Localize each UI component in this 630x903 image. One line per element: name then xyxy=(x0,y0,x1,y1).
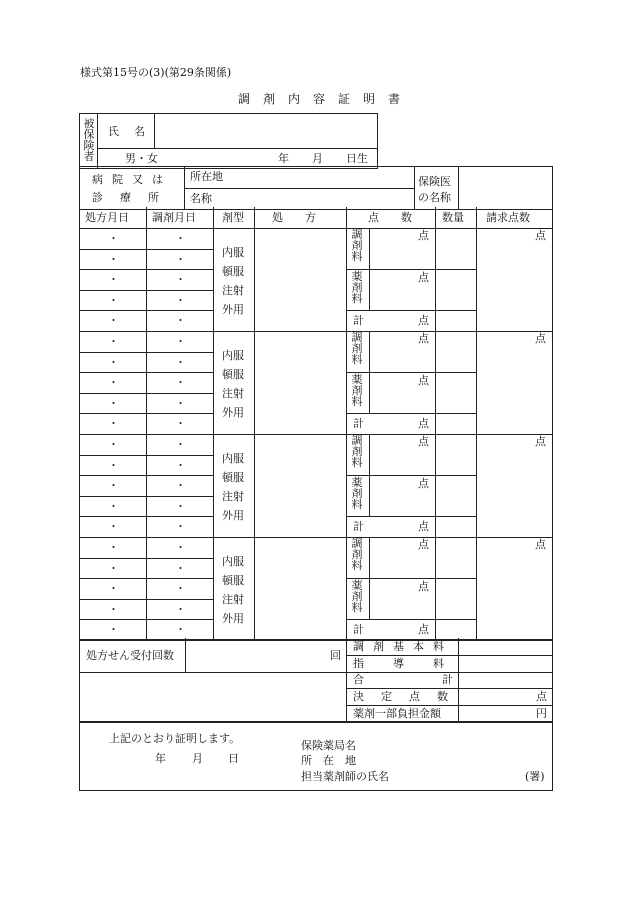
cert-day-label: 日 xyxy=(228,752,239,765)
birth-month-label: 月 xyxy=(312,152,323,165)
claim-point-unit: 点 xyxy=(535,538,546,551)
pharmacy-name-label: 保険薬局名 xyxy=(301,739,356,752)
point-unit: 点 xyxy=(418,314,429,327)
pharmacist-name-label: 担当薬剤師の氏名 xyxy=(301,770,389,783)
dispense-date-dot[interactable]: ・ xyxy=(175,458,186,472)
prescription-block xyxy=(80,434,552,538)
form-type-label: 内服 xyxy=(222,452,244,465)
prescribe-date-dot[interactable]: ・ xyxy=(108,293,119,307)
page-title: 調剤内容証明書 xyxy=(238,92,414,106)
cert-year-label: 年 xyxy=(155,752,166,765)
point-unit: 点 xyxy=(418,271,429,284)
prescribe-date-dot[interactable]: ・ xyxy=(108,232,119,245)
dispense-date-dot[interactable]: ・ xyxy=(175,417,186,431)
dispense-date-dot[interactable]: ・ xyxy=(175,396,186,410)
copay-unit: 円 xyxy=(536,707,547,720)
prescribe-date-dot[interactable]: ・ xyxy=(108,335,119,348)
receipt-count-label: 処方せん受付回数 xyxy=(86,649,174,662)
dispense-fee-label: 調剤料 xyxy=(351,331,363,366)
dispense-date-dot[interactable]: ・ xyxy=(175,602,186,616)
block-total-label: 計 xyxy=(353,520,364,533)
receipt-count-field[interactable] xyxy=(188,641,328,669)
dispense-date-dot[interactable]: ・ xyxy=(175,273,186,287)
insured-name-field[interactable] xyxy=(156,117,374,145)
prescribe-date-dot[interactable]: ・ xyxy=(108,396,119,410)
form-type-label: 頓服 xyxy=(222,368,244,381)
copay-label: 薬剤一部負担金額 xyxy=(353,707,441,720)
form-type-label: 外用 xyxy=(222,509,244,522)
dispense-date-dot[interactable]: ・ xyxy=(175,314,186,328)
dispense-date-dot[interactable]: ・ xyxy=(175,541,186,554)
point-unit: 点 xyxy=(418,623,429,636)
summary-section xyxy=(79,638,553,723)
prescribe-date-dot[interactable]: ・ xyxy=(108,314,119,328)
dispense-date-dot[interactable]: ・ xyxy=(175,438,186,451)
prescribe-date-dot[interactable]: ・ xyxy=(108,479,119,493)
times-unit: 回 xyxy=(330,649,341,662)
col-dispense-date: 調剤月日 xyxy=(152,211,196,224)
col-claim-points: 請求点数 xyxy=(486,211,530,224)
form-type-label: 内服 xyxy=(222,246,244,259)
prescribe-date-dot[interactable]: ・ xyxy=(108,438,119,451)
form-type-label: 頓服 xyxy=(222,574,244,587)
drug-fee-label: 薬剤料 xyxy=(351,270,363,305)
point-unit: 点 xyxy=(418,374,429,387)
form-type-label: 内服 xyxy=(222,555,244,568)
dispense-date-dot[interactable]: ・ xyxy=(175,335,186,348)
block-total-label: 計 xyxy=(353,417,364,430)
prescribe-date-dot[interactable]: ・ xyxy=(108,541,119,554)
prescription-block xyxy=(80,228,552,332)
form-type-label: 外用 xyxy=(222,612,244,625)
col-form-type: 剤型 xyxy=(222,211,244,224)
col-prescribe-date: 処方月日 xyxy=(85,211,129,224)
facility-name-label: 名称 xyxy=(190,192,212,205)
form-code: 様式第15号の(3)(第29条関係) xyxy=(80,66,232,79)
sex-options[interactable]: 男・女 xyxy=(125,152,158,165)
dispense-date-dot[interactable]: ・ xyxy=(175,355,186,369)
prescribe-date-dot[interactable]: ・ xyxy=(108,582,119,596)
prescribe-date-dot[interactable]: ・ xyxy=(108,602,119,616)
basic-fee-label: 調剤基本料 xyxy=(353,640,453,653)
point-unit: 点 xyxy=(418,435,429,448)
prescribe-date-dot[interactable]: ・ xyxy=(108,520,119,534)
decided-points-label: 決定点数 xyxy=(353,690,465,703)
hospital-label-2: 診療所 xyxy=(92,191,176,204)
point-unit: 点 xyxy=(418,477,429,490)
birth-year-label: 年 xyxy=(278,152,289,165)
drug-fee-label: 薬剤料 xyxy=(351,579,363,614)
dispense-date-dot[interactable]: ・ xyxy=(175,623,186,637)
point-unit: 点 xyxy=(418,520,429,533)
dispense-fee-label: 調剤料 xyxy=(351,537,363,572)
drug-fee-label: 薬剤料 xyxy=(351,373,363,408)
form-type-label: 頓服 xyxy=(222,265,244,278)
prescribe-date-dot[interactable]: ・ xyxy=(108,252,119,266)
prescribe-date-dot[interactable]: ・ xyxy=(108,273,119,287)
birth-day-label: 日生 xyxy=(346,152,368,165)
doctor-label-2: の名称 xyxy=(418,191,451,204)
point-unit: 点 xyxy=(418,229,429,242)
name-label: 氏 名 xyxy=(108,125,147,138)
prescribe-date-dot[interactable]: ・ xyxy=(108,417,119,431)
form-type-label: 外用 xyxy=(222,303,244,316)
dispense-date-dot[interactable]: ・ xyxy=(175,376,186,390)
point-unit: 点 xyxy=(418,332,429,345)
col-quantity: 数量 xyxy=(442,211,464,224)
prescription-block xyxy=(80,331,552,435)
prescribe-date-dot[interactable]: ・ xyxy=(108,355,119,369)
grand-total-label: 合計 xyxy=(353,673,531,686)
dispense-date-dot[interactable]: ・ xyxy=(175,582,186,596)
table-header xyxy=(80,207,552,229)
claim-point-unit: 点 xyxy=(535,332,546,345)
insured-label: 被保険者 xyxy=(83,117,95,163)
dispense-date-dot[interactable]: ・ xyxy=(175,499,186,513)
dispense-date-dot[interactable]: ・ xyxy=(175,520,186,534)
col-points: 点 数 xyxy=(368,211,412,224)
main-table xyxy=(79,207,553,640)
guidance-fee-label: 指導料 xyxy=(353,657,473,670)
block-total-label: 計 xyxy=(353,623,364,636)
prescription-block xyxy=(80,537,552,641)
form-type-label: 内服 xyxy=(222,349,244,362)
form-type-label: 注射 xyxy=(222,490,244,503)
prescribe-date-dot[interactable]: ・ xyxy=(108,376,119,390)
prescribe-date-dot[interactable]: ・ xyxy=(108,623,119,637)
drug-fee-label: 薬剤料 xyxy=(351,476,363,511)
point-unit: 点 xyxy=(418,538,429,551)
decided-points-unit: 点 xyxy=(536,690,547,703)
hospital-label-1: 病院又は xyxy=(92,173,172,186)
block-total-label: 計 xyxy=(353,314,364,327)
form-type-label: 頓服 xyxy=(222,471,244,484)
form-type-label: 外用 xyxy=(222,406,244,419)
insured-section xyxy=(79,113,378,169)
seal-mark: (署) xyxy=(525,770,545,783)
prescribe-date-dot[interactable]: ・ xyxy=(108,499,119,513)
pharmacy-location-label: 所 在 地 xyxy=(301,754,356,767)
dispense-date-dot[interactable]: ・ xyxy=(175,252,186,266)
col-prescription: 処 方 xyxy=(272,211,316,224)
form-type-label: 注射 xyxy=(222,593,244,606)
certification-statement: 上記のとおり証明します。 xyxy=(109,732,241,745)
cert-month-label: 月 xyxy=(192,752,203,765)
prescribe-date-dot[interactable]: ・ xyxy=(108,561,119,575)
address-label: 所在地 xyxy=(190,170,223,183)
dispense-fee-label: 調剤料 xyxy=(351,228,363,263)
prescribe-date-dot[interactable]: ・ xyxy=(108,458,119,472)
hospital-section xyxy=(79,166,553,210)
dispense-date-dot[interactable]: ・ xyxy=(175,561,186,575)
point-unit: 点 xyxy=(418,580,429,593)
dispense-fee-label: 調剤料 xyxy=(351,434,363,469)
certification-section xyxy=(79,721,553,791)
doctor-label-1: 保険医 xyxy=(418,175,451,188)
claim-point-unit: 点 xyxy=(535,229,546,242)
point-unit: 点 xyxy=(418,417,429,430)
form-type-label: 注射 xyxy=(222,284,244,297)
dispense-date-dot[interactable]: ・ xyxy=(175,293,186,307)
dispense-date-dot[interactable]: ・ xyxy=(175,232,186,245)
claim-point-unit: 点 xyxy=(535,435,546,448)
form-type-label: 注射 xyxy=(222,387,244,400)
dispense-date-dot[interactable]: ・ xyxy=(175,479,186,493)
